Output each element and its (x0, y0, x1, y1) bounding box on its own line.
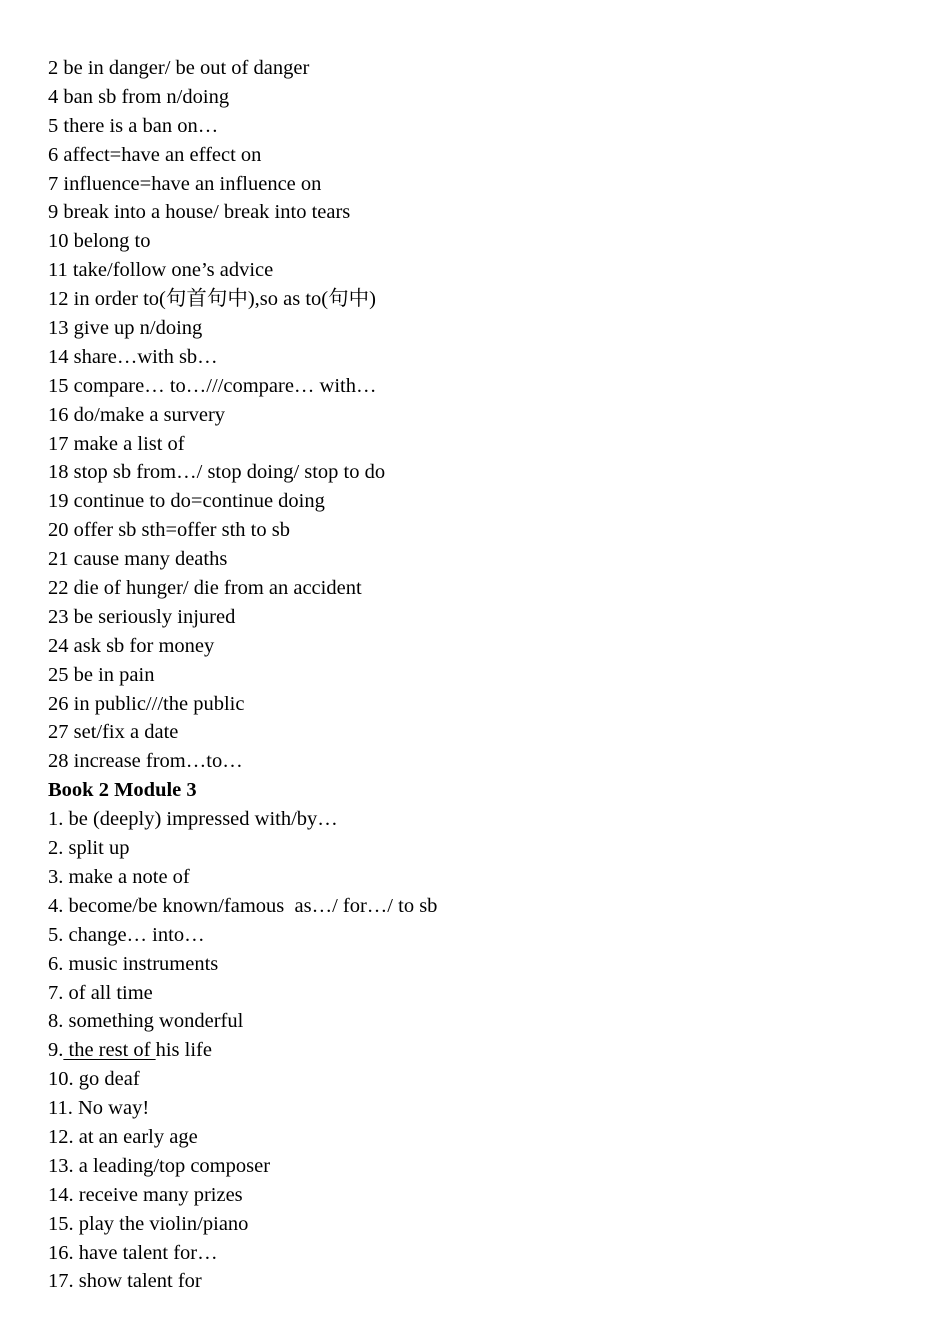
phrase-line: 1. be (deeply) impressed with/by… (48, 808, 338, 831)
phrase-line: 2. split up (48, 837, 130, 860)
phrase-line: 27 set/fix a date (48, 721, 179, 744)
phrase-line: 24 ask sb for money (48, 634, 215, 657)
phrase-line: 15 compare… to…///compare… with… (48, 374, 377, 397)
phrase-line: 3. make a note of (48, 865, 190, 888)
phrase-list-module-3 (48, 805, 908, 1296)
phrase-line: 15. play the violin/piano (48, 1212, 249, 1235)
phrase-line: 18 stop sb from…/ stop doing/ stop to do (48, 461, 386, 484)
phrase-line: 17 make a list of (48, 432, 185, 455)
phrase-line: 14. receive many prizes (48, 1183, 243, 1206)
phrase-line: 5. change… into… (48, 923, 205, 946)
phrase-line: 19 continue to do=continue doing (48, 490, 325, 513)
phrase-line: 20 offer sb sth=offer sth to sb (48, 519, 290, 542)
document-body (48, 54, 908, 1296)
phrase-line: 6. music instruments (48, 952, 219, 975)
phrase-line: 10 belong to (48, 230, 151, 253)
phrase-line: 10. go deaf (48, 1068, 140, 1091)
phrase-line: 12 in order to(句首句中),so as to(句中) (48, 288, 376, 311)
phrase-line: 7 influence=have an influence on (48, 172, 322, 195)
phrase-line: 9 break into a house/ break into tears (48, 201, 351, 224)
phrase-line: 12. at an early age (48, 1125, 198, 1148)
phrase-line: 4 ban sb from n/doing (48, 85, 230, 108)
phrase-line: 8. something wonderful (48, 1010, 244, 1033)
phrase-line: 21 cause many deaths (48, 548, 228, 571)
phrase-line: 23 be seriously injured (48, 605, 236, 628)
phrase-line: 14 share…with sb… (48, 345, 218, 368)
phrase-suffix: his life (155, 1039, 212, 1062)
phrase-line: 4. become/be known/famous as…/ for…/ to sb (48, 894, 438, 917)
phrase-line-underlined (48, 1036, 908, 1065)
phrase-line: 28 increase from…to… (48, 750, 243, 773)
phrase-line: 11 take/follow one’s advice (48, 259, 274, 282)
section-heading: Book 2 Module 3 (48, 779, 197, 802)
phrase-line: 16. have talent for… (48, 1241, 218, 1264)
phrase-number: 9. (48, 1039, 64, 1062)
phrase-line: 6 affect=have an effect on (48, 143, 262, 166)
phrase-line: 7. of all time (48, 981, 153, 1004)
phrase-line: 17. show talent for (48, 1270, 202, 1293)
phrase-line: 13. a leading/top composer (48, 1154, 271, 1177)
underlined-phrase: the rest of (63, 1039, 156, 1062)
phrase-line: 16 do/make a survery (48, 403, 226, 426)
phrase-line: 2 be in danger/ be out of danger (48, 57, 310, 79)
phrase-line: 5 there is a ban on… (48, 114, 219, 137)
phrase-line: 25 be in pain (48, 663, 155, 686)
phrase-line: 26 in public///the public (48, 692, 245, 715)
phrase-line: 11. No way! (48, 1097, 150, 1120)
phrase-line: 13 give up n/doing (48, 317, 203, 340)
phrase-line: 22 die of hunger/ die from an accident (48, 577, 362, 600)
phrase-list-module-2 (48, 54, 908, 776)
